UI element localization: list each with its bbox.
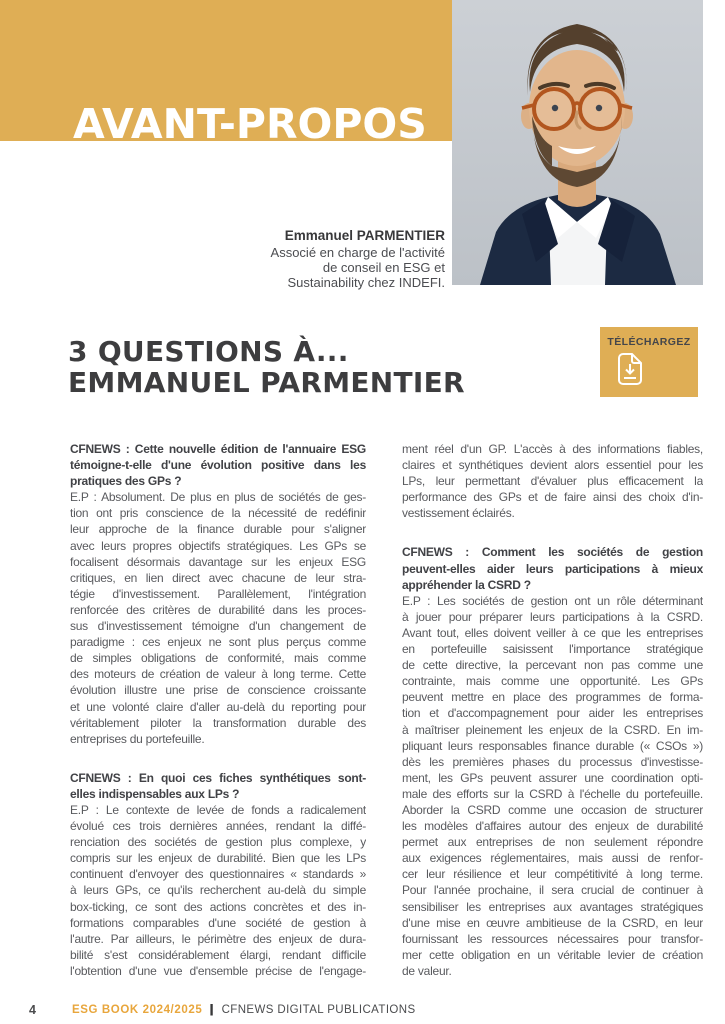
body-text-line: CFNEWS : En quoi ces fiches synthétiques sont- xyxy=(70,770,366,785)
body-text-line: témoigne-t-elle d'une évolution positive dans les xyxy=(70,458,366,473)
photo-caption xyxy=(165,228,445,290)
body-text-line: leur approche de la finance durable pour s'aligner xyxy=(70,522,366,537)
body-text-line: mer cette obligation en un véritable levier de création xyxy=(402,947,703,962)
section-heading xyxy=(68,336,465,398)
body-text-line: de simples obligations de conformité, mais comme xyxy=(70,651,366,666)
caption-role-line: de conseil en ESG et xyxy=(322,260,445,275)
body-right-column xyxy=(402,441,703,979)
body-text-line: CFNEWS : Comment les sociétés de gestion xyxy=(402,545,703,560)
body-text-line: male des efforts sur la CSRD à l'échelle du portefeuille. xyxy=(402,786,703,801)
body-text-line: E.P : Le contexte de levée de fonds a radicalement xyxy=(70,802,366,817)
footer-book-title: ESG BOOK 2024/2025 xyxy=(72,1004,203,1016)
body-text-line: tégie d'investissement. Parallèlement, l'intégration xyxy=(70,586,366,601)
body-text-line: peuvent mettre en place des programmes de forma- xyxy=(402,690,703,705)
download-label: TÉLÉCHARGEZ xyxy=(607,336,691,348)
body-text-line xyxy=(70,747,366,770)
body-text-line: de cette directive, la percevant non pas comme une xyxy=(402,658,703,673)
body-text-line: l'autre. Par ailleurs, le périmètre des enjeux de dura- xyxy=(70,931,366,946)
body-text-line: permet aux entreprises de non seulement répondre xyxy=(402,835,703,850)
body-text-line: Aborder la CSRD comme une occasion de structurer xyxy=(402,802,703,817)
body-text-line: Avant tout, elles doivent veiller à ce que les entreprises xyxy=(402,625,703,640)
body-text-line: box-ticking, ce sont des actions concrètes et des in- xyxy=(70,899,366,914)
body-text-line: tion ont pris conscience de la nécessité de redéfinir xyxy=(70,506,366,521)
body-text-line: ment réel d'un GP. L'accès à des informations fiables, xyxy=(402,442,703,456)
body-text-line: pratiques des GPs ? xyxy=(70,474,182,489)
page-number: 4 xyxy=(29,1003,36,1017)
body-text-line: dès les premières phases du processus d'investisse- xyxy=(402,754,703,769)
body-text-line: E.P : Les sociétés de gestion ont un rôle déterminant xyxy=(402,593,703,608)
body-text-line: à leurs GPs, ce qu'ils recherchent au-delà du simple xyxy=(70,883,366,898)
body-text-line: d'une mise en œuvre ambitieuse de la CSRD, en leur xyxy=(402,915,703,930)
body-text-line: l'obtention d'une vue d'ensemble précise de l'engage- xyxy=(70,963,366,978)
heading-line-2: EMMANUEL PARMENTIER xyxy=(68,366,465,399)
body-text-line: bilité s'est considérablement élargi, rendant difficile xyxy=(70,947,366,962)
body-text-line: tion et d'accompagnement pour aider les entreprises xyxy=(402,706,703,721)
body-text-line: compris sur les enjeux de durabilité. Bien que les LPs xyxy=(70,851,366,866)
body-text-line: formations comparables d'une société de gestion à xyxy=(70,915,366,930)
portrait-photo xyxy=(452,0,703,285)
body-text-line: critiques, en lien direct avec chacune de leur stra- xyxy=(70,570,366,585)
body-text-line: Pour l'année prochaine, il sera crucial de continuer à xyxy=(402,883,703,898)
body-text-line: renciation des sociétés de gestion plus complexe, y xyxy=(70,835,366,850)
body-text-line: véritablement piloter la transformation durable des xyxy=(70,715,366,730)
body-text-line: de valeur. xyxy=(402,963,452,978)
body-text-line: focalisent désormais davantage sur les enjeux ESG xyxy=(70,554,366,569)
body-text-line: paradigme : ces enjeux ne sont plus perçus comme xyxy=(70,635,366,650)
body-text-line: à jouer pour préparer leurs participations à la CSRD. xyxy=(402,609,703,624)
caption-name: Emmanuel PARMENTIER xyxy=(284,228,445,243)
caption-role-line: Sustainability chez INDEFI. xyxy=(287,275,445,290)
body-text-line: sensibiliser les entreprises aux avantages stratégiques xyxy=(402,899,703,914)
body-text-line: contrainte, mais comme une opportunité. Les GPs xyxy=(402,674,703,689)
footer-publisher: CFNEWS DIGITAL PUBLICATIONS xyxy=(221,1004,416,1016)
body-text-line: évolution illustre une prise de conscience croissante xyxy=(70,683,366,698)
body-text-line: fournissant les ressources nécessaires pour transfor- xyxy=(402,931,703,946)
page-footer xyxy=(0,1002,725,1024)
body-text-line: peuvent-elles aider leurs participations à mieux xyxy=(402,561,703,576)
body-text-line: appréhender la CSRD ? xyxy=(402,577,531,592)
body-text-line: CFNEWS : Cette nouvelle édition de l'annuaire ESG xyxy=(70,442,366,456)
body-text-line: des moteurs de création de valeur à long terme. Cette xyxy=(70,667,366,682)
body-text-line: les modèles d'affaires autour des enjeux de durabilité xyxy=(402,819,703,834)
body-text-line: performance des GPs et de faire ainsi des choix d'in- xyxy=(402,490,703,505)
body-text-line: et une volonté claire d'aller au-delà du reporting pour xyxy=(70,699,366,714)
body-text-line: LPs, leur permettant d'évaluer plus efficacement la xyxy=(402,474,703,489)
heading-line-1: 3 QUESTIONS À... xyxy=(68,335,349,368)
body-text-line: en portefeuille saisissent l'importance stratégique xyxy=(402,642,703,657)
body-text-line: cer leur résilience et leur compétitivité à long terme. xyxy=(402,867,703,882)
body-text-line: vestissement éclairés. xyxy=(402,506,515,521)
body-text-line xyxy=(402,521,703,544)
page-title: AVANT-PROPOS xyxy=(73,100,427,141)
body-text-line: ment, les GPs peuvent assurer une coordination opti- xyxy=(402,770,703,785)
body-text-line: elles indispensables aux LPs ? xyxy=(70,786,240,801)
body-text-line: avec leurs propres objectifs stratégiques. Les GPs se xyxy=(70,538,366,553)
body-text-line: renforcée des critères de durabilité dans les proces- xyxy=(70,602,366,617)
body-text-line: claires et synthétiques devient alors essentiel pour les xyxy=(402,458,703,473)
body-text-line: continuent d'envoyer des questionnaires « standards » xyxy=(70,867,366,882)
footer-line xyxy=(72,1004,416,1016)
body-text-line: évolué ces trois dernières années, rendant la diffé- xyxy=(70,819,366,834)
body-text-line: entreprises du portefeuille. xyxy=(70,731,205,746)
body-text-line: E.P : Absolument. De plus en plus de sociétés de ges- xyxy=(70,490,366,505)
body-text-line: sus d'investissement témoigne d'un changement de xyxy=(70,619,366,634)
footer-separator: | xyxy=(209,1004,215,1016)
body-text-line: aux exigences réglementaires, mais aussi de renfor- xyxy=(402,851,703,866)
body-left-column xyxy=(70,441,366,979)
title-banner xyxy=(0,0,455,141)
caption-role-line: Associé en charge de l'activité xyxy=(270,245,445,260)
download-button[interactable] xyxy=(600,327,698,397)
body-text-line: à maîtriser pleinement les enjeux de la CSRD. En im- xyxy=(402,722,703,737)
download-document-icon xyxy=(617,352,643,386)
body-text-line: pliquant leurs responsables finance durable (« CSOs ») xyxy=(402,738,703,753)
